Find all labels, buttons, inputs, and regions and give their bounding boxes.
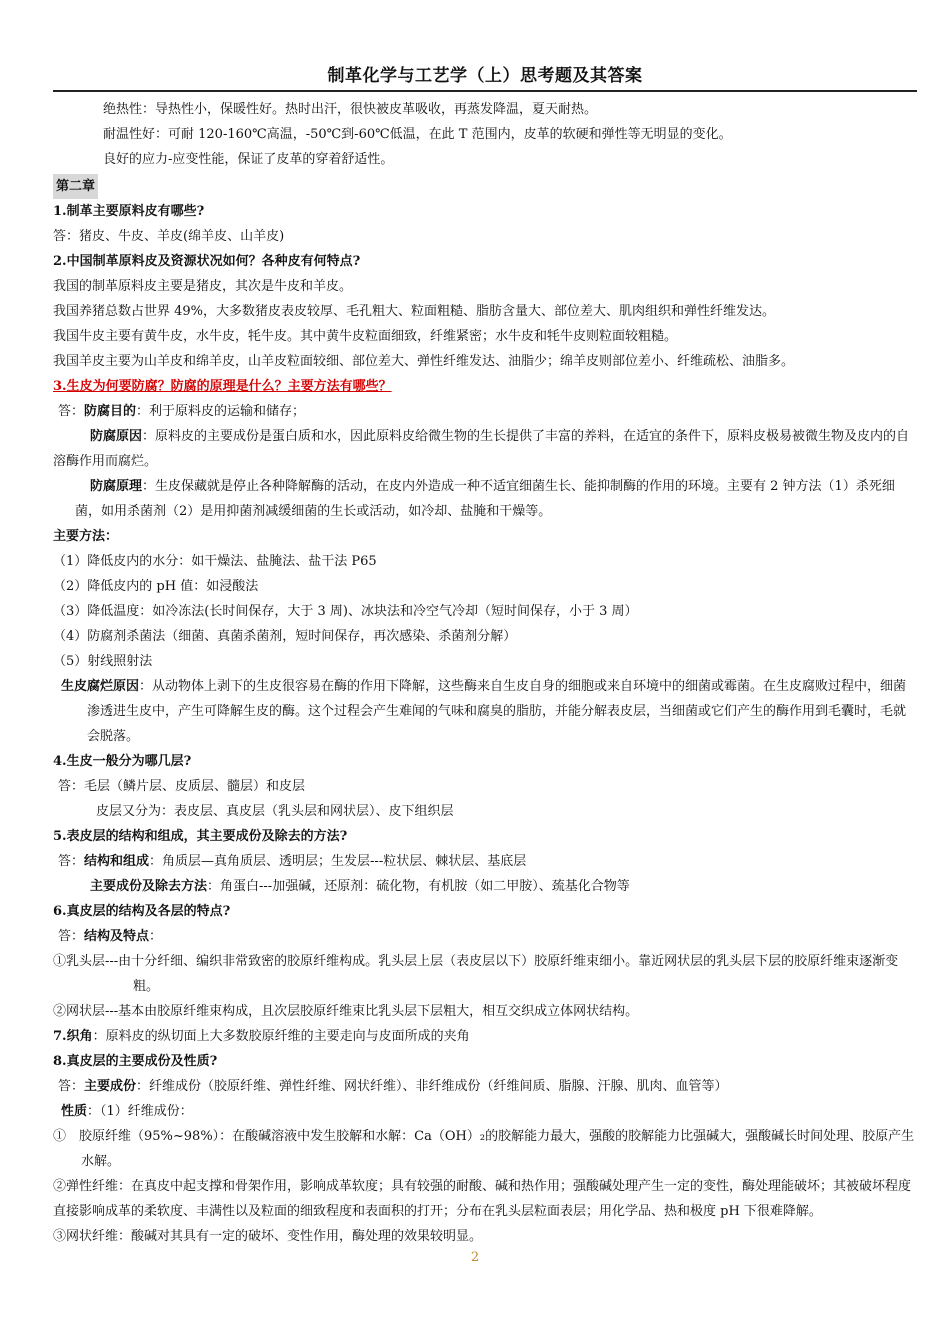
question-text: 3.生皮为何要防腐？防腐的原理是什么？主要方法有哪些？ — [53, 379, 392, 394]
question-heading: 2.中国制革原料皮及资源状况如何？各种皮有何特点? — [53, 254, 361, 269]
definition-line — [53, 1024, 917, 1049]
purpose-label: 防腐目的 — [84, 404, 137, 419]
answer-prefix: 答： — [58, 1079, 85, 1094]
document-body — [53, 97, 917, 1249]
answer-line: 我国养猪总数占世界 49%，大多数猪皮表皮较厚、毛孔粗大、粒面粗糙、脂肪含量大、部位差大、肌肉组织和弹性纤维发达。 — [53, 304, 776, 319]
answer-prefix: 答： — [58, 929, 85, 944]
components-text: ：角蛋白---加强碱，还原剂：硫化物，有机胺（如二甲胺）、巯基化合物等 — [207, 879, 630, 894]
term-label: 7.织角 — [53, 1029, 93, 1044]
method-item: （5）射线照射法 — [53, 654, 153, 669]
question-heading: 8.真皮层的主要成份及性质? — [53, 1054, 218, 1069]
method-item: （4）防腐剂杀菌法（细菌、真菌杀菌剂，短时间保存，再次感染、杀菌剂分解） — [53, 629, 517, 644]
answer-line: 答：猪皮、牛皮、羊皮(绵羊皮、山羊皮) — [53, 229, 285, 244]
answer-line: 我国牛皮主要有黄牛皮，水牛皮，牦牛皮。其中黄牛皮粒面细致，纤维紧密；水牛皮和牦牛皮则粒面较粗糙。 — [53, 329, 678, 344]
answer-line: 我国的制革原料皮主要是猪皮，其次是牛皮和羊皮。 — [53, 279, 353, 294]
answer-prefix: 答： — [58, 404, 85, 419]
answer-paragraph — [53, 474, 917, 524]
components-label: 主要成份及除去方法 — [90, 879, 208, 894]
chapter-heading-row — [53, 174, 917, 199]
structure-label: 结构和组成 — [84, 854, 150, 869]
answer-line: 答：毛层（鳞片层、皮质层、髓层）和皮层 — [58, 779, 306, 794]
answer-line — [53, 1074, 917, 1099]
structure-text: ：角质层—真角质层、透明层；生发层---粒状层、棘状层、基底层 — [149, 854, 527, 869]
answer-paragraph — [53, 424, 917, 474]
properties-text: ：（1）纤维成份： — [87, 1104, 193, 1119]
reason-label: 防腐原因 — [90, 429, 143, 444]
answer-line — [53, 1099, 917, 1124]
decay-text: ：从动物体上剥下的生皮很容易在酶的作用下降解，这些酶来自生皮自身的细胞或来自环境中的细菌或霉菌。在生皮腐败过程中，细菌渗透进生皮中，产生可降解生皮的酶。这个过程会产生难闻的气味和腐臭的脂肪，并能分解表皮层，当细菌或它们产生的酶作用到毛囊时，毛就会脱落。 — [87, 679, 907, 744]
method-item: （3）降低温度：如冷冻法(长时间保存，大于 3 周)、冰块法和冷空气冷却（短时间保存，小于 3 周） — [53, 604, 638, 619]
answer-line — [53, 399, 917, 424]
question-heading: 6.真皮层的结构及各层的特点? — [53, 904, 231, 919]
question-heading: 5.表皮层的结构和组成，其主要成份及除去的方法? — [53, 829, 348, 844]
principle-label: 防腐原理 — [90, 479, 143, 494]
decay-label: 生皮腐烂原因 — [61, 679, 140, 694]
text-line: 绝热性：导热性小，保暖性好。热时出汗，很快被皮革吸收，再蒸发降温，夏天耐热。 — [103, 102, 598, 117]
answer-line: 皮层又分为：表皮层、真皮层（乳头层和网状层）、皮下组织层 — [96, 804, 454, 819]
answer-line — [53, 849, 917, 874]
text-line: 良好的应力-应变性能，保证了皮革的穿着舒适性。 — [103, 152, 394, 167]
methods-title: 主要方法： — [53, 529, 119, 544]
components-text: ：纤维成份（胶原纤维、弹性纤维、网状纤维）、非纤维成份（纤维间质、脂腺、汗腺、肌肉、血管等） — [136, 1079, 728, 1094]
page-number: 2 — [470, 1250, 480, 1265]
answer-prefix: 答： — [58, 854, 85, 869]
question-heading: 1.制革主要原料皮有哪些? — [53, 204, 205, 219]
page-header — [53, 64, 917, 92]
answer-paragraph — [53, 674, 917, 749]
properties-label: 性质 — [61, 1104, 88, 1119]
method-item: （2）降低皮内的 pH 值：如浸酸法 — [53, 579, 259, 594]
list-item: ① 胶原纤维（95%~98%）：在酸碱溶液中发生胶解和水解：Ca（OH）₂的胶解能力最大，强酸的胶解能力比强碱大，强酸碱长时间处理、胶原产生水解。 — [53, 1129, 915, 1169]
list-item: ①乳头层---由十分纤细、编织非常致密的胶原纤维构成。乳头层上层（表皮层以下）胶原纤维束细小。靠近网状层的乳头层下层的胶原纤维束逐渐变粗。 — [53, 954, 899, 994]
term-text: ：原料皮的纵切面上大多数胶原纤维的主要走向与皮面所成的夹角 — [92, 1029, 470, 1044]
components-label: 主要成份 — [84, 1079, 137, 1094]
list-item: ③网状纤维：酸碱对其具有一定的破坏、变性作用，酶处理的效果较明显。 — [53, 1229, 483, 1244]
answer-line — [53, 874, 917, 899]
reason-text: ：原料皮的主要成份是蛋白质和水，因此原料皮给微生物的生长提供了丰富的养料，在适宜的条件下，原料皮极易被微生物及皮内的自溶酶作用而腐烂。 — [53, 429, 910, 469]
feature-colon: ： — [149, 929, 163, 944]
principle-text: ：生皮保藏就是停止各种降解酶的活动，在皮内外造成一种不适宜细菌生长、能抑制酶的作用的环境。主要有 2 钟方法（1）杀死细菌，如用杀菌剂（2）是用抑菌剂减缓细菌的生长或活动，如冷却、盐腌和干燥等。 — [75, 479, 895, 519]
purpose-text: ：利于原料皮的运输和储存； — [136, 404, 306, 419]
chapter-heading: 第二章 — [53, 174, 98, 199]
question-heading-highlighted — [53, 374, 917, 399]
feature-label: 结构及特点 — [84, 929, 150, 944]
method-item: （1）降低皮内的水分：如干燥法、盐腌法、盐干法 P65 — [53, 554, 377, 569]
answer-line — [53, 924, 917, 949]
document-title: 制革化学与工艺学（上）思考题及其答案 — [327, 66, 643, 86]
list-item: ②弹性纤维：在真皮中起支撑和骨架作用，影响成革软度；具有较强的耐酸、碱和热作用；强酸碱处理产生一定的变性，酶处理能破坏；其被破坏程度直接影响成革的柔软度、丰满性以及粒面的细致程度和表面积的打开；分布在乳头层粒面表层；用化学品、热和极度 pH 下很难降解。 — [53, 1179, 912, 1219]
text-line: 耐温性好：可耐 120-160℃高温，-50℃到-60℃低温，在此 T 范围内，皮革的软硬和弹性等无明显的变化。 — [103, 127, 732, 142]
list-item: ②网状层---基本由胶原纤维束构成，且次层胶原纤维束比乳头层下层粗大，相互交织成立体网状结构。 — [53, 1004, 639, 1019]
answer-line: 我国羊皮主要为山羊皮和绵羊皮，山羊皮粒面较细、部位差大、弹性纤维发达、油脂少；绵羊皮则部位差小、纤维疏松、油脂多。 — [53, 354, 795, 369]
question-heading: 4.生皮一般分为哪几层? — [53, 754, 192, 769]
